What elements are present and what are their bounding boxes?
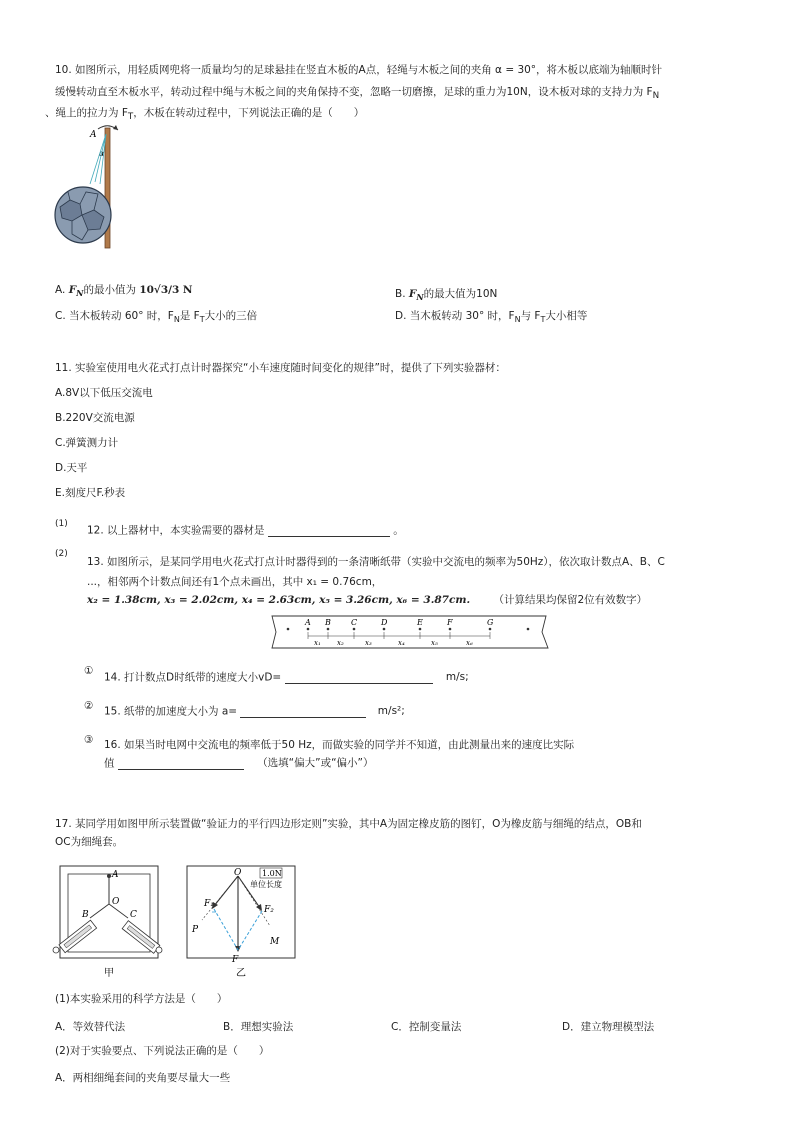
tape-point-B <box>327 628 330 631</box>
tape-point-G <box>489 628 492 631</box>
q14-answer-blank[interactable] <box>285 671 433 684</box>
tape-point-D <box>383 628 386 631</box>
tape-label-F: F <box>447 618 453 627</box>
tape-segment-3: x₃ <box>365 639 372 647</box>
q15-text: 15. 纸带的加速度大小为 a= m/s²; <box>104 705 405 718</box>
tape-label-A: A <box>305 618 311 627</box>
q17-sub1-option-b[interactable]: B．理想实验法 <box>223 1021 294 1033</box>
q11-item-a: A.8V以下低压交流电 <box>55 387 153 399</box>
q11-stem: 11. 实验室使用电火花式打点计时器探究“小车速度随时间变化的规律”时，提供了下列实验器材： <box>55 362 506 374</box>
svg-text:M: M <box>270 937 280 947</box>
q17-line1: 17. 某同学用如图甲所示装置做“验证力的平行四边形定则”实验，其中A为固定橡皮筋的图钉，O为橡皮筋与细绳的结点，OB和 <box>55 818 642 830</box>
tape-point-F <box>449 628 452 631</box>
q10-line1: 10. 如图所示，用轻质网兜将一质量均匀的足球悬挂在竖直木板的A点，轻绳与木板之间的夹角 α = 30°，将木板以底端为轴顺时针 <box>55 64 663 76</box>
tape-label-E: E <box>417 618 423 627</box>
svg-text:B: B <box>82 910 89 920</box>
tape-segment-6: x₆ <box>466 639 473 647</box>
figure-yi <box>182 862 300 980</box>
q17-sub1-option-a[interactable]: A．等效替代法 <box>55 1021 126 1033</box>
q16-mark: ③ <box>84 734 94 746</box>
q14-text: 14. 打计数点D时纸带的速度大小vD= m/s; <box>104 671 469 684</box>
figure-jia <box>50 862 165 980</box>
tape-point-E <box>419 628 422 631</box>
q10-figure <box>50 122 130 250</box>
q16-line1: 16. 如果当时电网中交流电的频率低于50 Hz，而做实验的同学并不知道，由此测量出来的速度比实际 <box>104 739 575 751</box>
svg-text:F₂: F₂ <box>264 905 274 915</box>
svg-text:O: O <box>112 897 120 907</box>
q10-option-d[interactable]: D. 当木板转动 30° 时，$F_N$与 $F_T$大小相等 <box>395 310 588 325</box>
q13-number: (2) <box>55 549 68 559</box>
tape-label-D: D <box>381 618 388 627</box>
tape-point-A <box>307 628 310 631</box>
tape-segment-4: x₄ <box>398 639 405 647</box>
q10-option-b[interactable]: B. $F_N$的最大值为10N <box>395 288 498 303</box>
q11-item-c: C.弹簧测力计 <box>55 437 119 449</box>
label-A: A <box>90 130 97 140</box>
q17-sub1-option-d[interactable]: D．建立物理模型法 <box>562 1021 655 1033</box>
svg-text:1.0N: 1.0N <box>262 869 282 878</box>
q13-line3: x₂ = 1.38cm, x₃ = 2.02cm, x₄ = 2.63cm, x₅ = 3.26cm, x₆ = 3.87cm. （计算结果均保留2位有效数字） <box>87 594 648 606</box>
q17-sub2: (2)对于实验要点、下列说法正确的是（ ） <box>55 1045 270 1057</box>
tape-point-C <box>353 628 356 631</box>
svg-text:F: F <box>232 955 239 965</box>
tape-label-B: B <box>325 618 331 627</box>
svg-text:A: A <box>112 870 119 880</box>
q12-answer-blank[interactable] <box>268 524 390 537</box>
svg-text:O: O <box>234 868 242 878</box>
svg-text:P: P <box>192 925 199 935</box>
q10-line3: 、绳上的拉力为 $F_T$，木板在转动过程中，下列说法正确的是（ ） <box>45 107 365 123</box>
tape-label-C: C <box>351 618 358 627</box>
q10-option-a[interactable]: A. $F_N$的最小值为 10√3/3 N <box>55 284 193 299</box>
q14-mark: ① <box>84 665 94 677</box>
q16-line2: 值 （选填“偏大”或“偏小”） <box>104 757 374 770</box>
q16-answer-blank[interactable] <box>118 757 244 770</box>
q17-line2: OC为细绳套。 <box>55 836 124 848</box>
q13-line1: 13. 如图所示，是某同学用电火花式打点计时器得到的一条清晰纸带（实验中交流电的频率为50Hz），依次取计数点A、B、C <box>87 556 665 568</box>
svg-text:乙: 乙 <box>236 968 246 979</box>
tape-segment-2: x₂ <box>337 639 344 647</box>
q15-mark: ② <box>84 700 94 712</box>
q17-sub1: (1)本实验采用的科学方法是（ ） <box>55 993 228 1005</box>
svg-text:甲: 甲 <box>104 968 114 979</box>
q10-option-c[interactable]: C. 当木板转动 60° 时，$F_N$是 $F_T$大小的三倍 <box>55 310 258 325</box>
svg-text:单位长度: 单位长度 <box>250 880 282 889</box>
q13-line2: ...，相邻两个计数点间还有1个点未画出，其中 x₁ = 0.76cm， <box>87 576 383 588</box>
q15-answer-blank[interactable] <box>240 705 366 718</box>
tape-label-G: G <box>487 618 494 627</box>
q17-sub2-option-a[interactable]: A．两相细绳套间的夹角要尽量大一些 <box>55 1072 231 1084</box>
svg-text:F₁: F₁ <box>204 899 214 909</box>
q17-sub1-option-c[interactable]: C．控制变量法 <box>391 1021 462 1033</box>
q11-item-b: B.220V交流电源 <box>55 412 135 424</box>
svg-text:C: C <box>130 910 137 920</box>
tape-segment-1: x₁ <box>314 639 321 647</box>
q11-item-d: D.天平 <box>55 462 88 474</box>
q12-number: (1) <box>55 519 68 529</box>
q12-text: 12. 以上器材中，本实验需要的器材是 。 <box>87 524 404 537</box>
tape-segment-5: x₅ <box>431 639 438 647</box>
paper-tape-figure <box>268 612 552 652</box>
q10-line2: 缓慢转动直至木板水平，转动过程中绳与木板之间的夹角保持不变，忽略一切磨擦，足球的重力为10N，设木板对球的支持力为 $F_N$ <box>55 86 660 102</box>
q11-item-e: E.刻度尺F.秒表 <box>55 487 126 499</box>
